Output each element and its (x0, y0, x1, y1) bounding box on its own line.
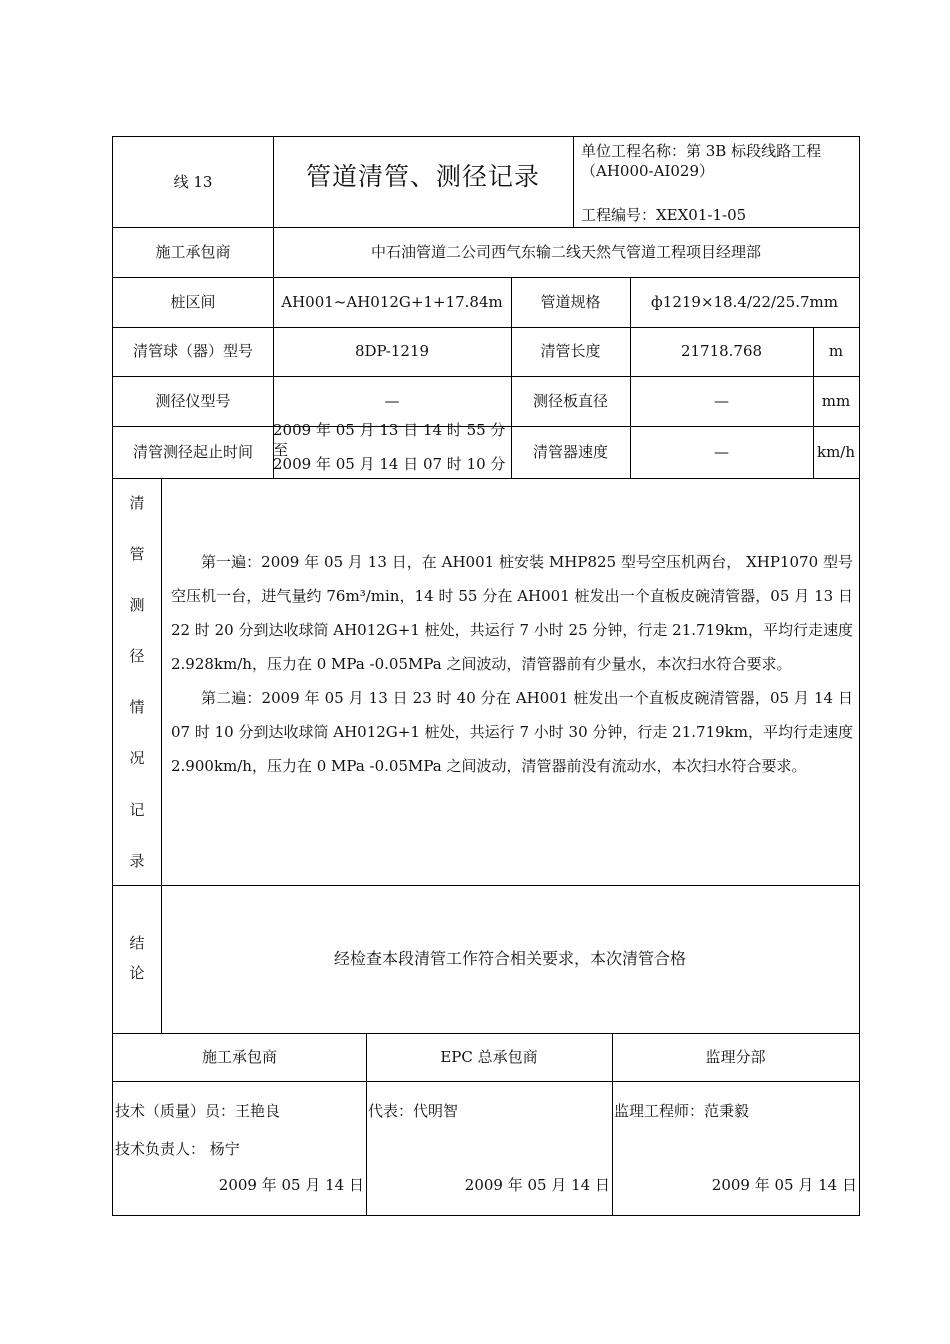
plate-diameter-value: — (714, 391, 729, 410)
sign-supervisor-engineer: 监理工程师：范秉毅 (614, 1101, 750, 1120)
sign-supervisor-date: 2009 年 05 月 14 日 (711, 1175, 857, 1194)
spec-label: 管道规格 (540, 292, 601, 311)
pig-model-value: 8DP-1219 (354, 342, 430, 361)
section-value: AH001~AH012G+1+17.84m (281, 292, 503, 311)
sign-contractor-header: 施工承包商 (201, 1047, 277, 1066)
rule (113, 478, 859, 479)
length-label: 清管长度 (540, 342, 601, 361)
gauge-model-value: — (384, 391, 400, 410)
speed-value: — (714, 442, 729, 461)
record-label-char: 径 (129, 647, 145, 666)
time-label: 清管测径起止时间 (132, 442, 253, 461)
record-paragraph-1: 第一遍：2009 年 05 月 13 日，在 AH001 桩安装 MHP825 型号空压机两台， XHP1070 型号空压机一台，进气量约 76m³/min，14 时 55 分在 AH001 桩发出一个直板皮碗清管器，05 月 13 日 22 时 20 分到达收球筒 AH012G+1 桩处，共运行 7 小时 25 分钟，行走 21.719km，平均行走速度 2.928km/h，压力在 0 MPa -0.05MPa 之间波动，清管器前有少量水，本次扫水符合要求。 (171, 553, 853, 673)
record-label-char: 情 (129, 698, 145, 717)
record-body (171, 545, 853, 783)
pig-model-label: 清管球（器）型号 (132, 342, 253, 361)
rule (113, 1081, 859, 1082)
record-label (113, 493, 161, 871)
conclusion-label (113, 933, 161, 983)
record-label-char: 况 (129, 749, 145, 768)
record-label-char: 清 (129, 494, 145, 512)
sign-supervisor-header: 监理分部 (705, 1047, 766, 1066)
project-number: 工程编号：XEX01-1-05 (581, 205, 747, 224)
record-paragraph-2: 第二遍：2009 年 05 月 13 日 23 时 40 分在 AH001 桩发出一个直板皮碗清管器，05 月 14 日 07 时 10 分到达收球筒 AH012G+1 桩处，共运行 7 小时 30 分钟，行走 21.719km，平均行走速度 2.900km/h，压力在 0 MPa -0.05MPa 之间波动，清管器前没有流动水，本次扫水符合要求。 (171, 689, 853, 775)
line-label: 线 13 (173, 172, 213, 191)
length-value: 21718.768 (680, 342, 763, 361)
time-start: 2009 年 05 月 13 日 14 时 55 分至 (273, 420, 506, 459)
contractor-value: 中石油管道二公司西气东输二线天然气管道工程项目经理部 (370, 242, 761, 261)
conclusion-label-char: 论 (129, 963, 145, 982)
plate-diameter-label: 测径板直径 (532, 391, 608, 410)
unit-project-range: （AH000-AI029） (581, 161, 715, 180)
sign-contractor-tech-lead: 技术负责人： 杨宁 (115, 1139, 240, 1158)
spec-value: ф1219×18.4/22/25.7mm (651, 292, 838, 311)
record-form (112, 136, 860, 1216)
sign-contractor-date: 2009 年 05 月 14 日 (218, 1175, 364, 1194)
rule (573, 137, 574, 227)
record-label-char: 录 (129, 851, 145, 870)
conclusion-label-char: 结 (129, 934, 145, 952)
sign-epc-rep: 代表：代明智 (368, 1101, 459, 1120)
section-label: 桩区间 (170, 292, 216, 311)
record-label-char: 测 (129, 596, 145, 615)
conclusion-text: 经检查本段清管工作符合相关要求，本次清管合格 (333, 949, 686, 969)
form-title: 管道清管、测径记录 (305, 162, 540, 192)
gauge-model-label: 测径仪型号 (155, 391, 231, 410)
speed-label: 清管器速度 (532, 442, 608, 461)
length-unit: m (828, 342, 844, 361)
sign-contractor-quality: 技术（质量）员：王艳良 (115, 1101, 281, 1120)
record-label-char: 记 (129, 800, 145, 819)
time-end: 2009 年 05 月 14 日 07 时 10 分 (273, 454, 506, 473)
sign-epc-date: 2009 年 05 月 14 日 (464, 1175, 610, 1194)
plate-diameter-unit: mm (821, 391, 851, 410)
unit-project-name: 单位工程名称：第 3B 标段线路工程 (581, 141, 822, 160)
sign-epc-header: EPC 总承包商 (440, 1047, 538, 1066)
speed-unit: km/h (816, 442, 856, 461)
record-label-char: 管 (129, 545, 145, 564)
contractor-label: 施工承包商 (155, 242, 231, 261)
